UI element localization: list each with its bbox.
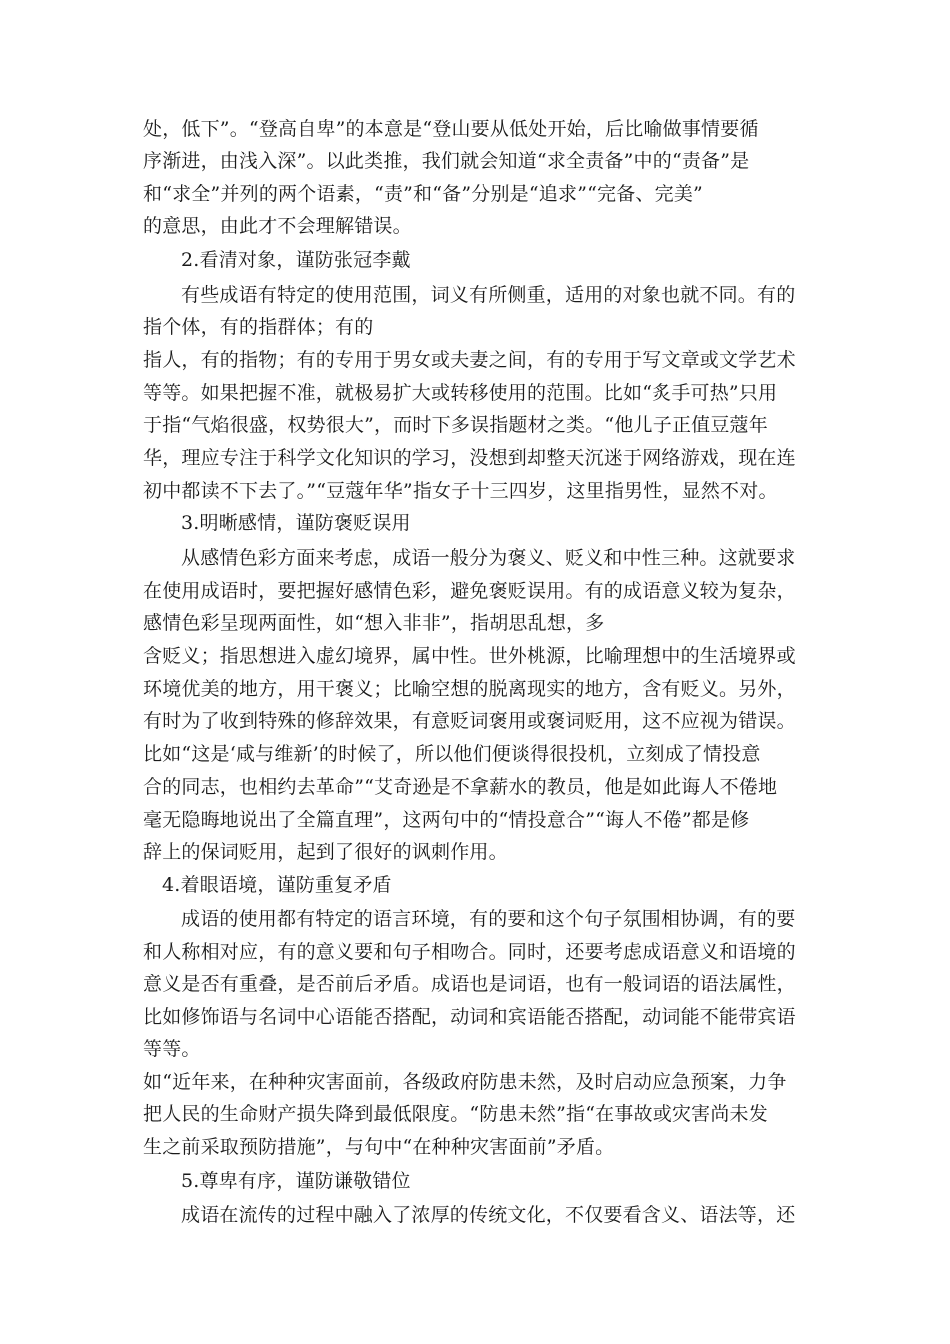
text-line: 等等。 [143,1038,201,1060]
text-line: 于指“气焰很盛，权势很大”，而时下多误指题材之类。“他儿子正值豆蔻年 [143,414,768,436]
text-line: 生之前采取预防措施”，与句中“在种种灾害面前”矛盾。 [143,1136,615,1158]
section-heading: 4.着眼语境，谨防重复矛盾 [162,874,392,896]
text-line: 的意思，由此才不会理解错误。 [143,215,412,237]
text-line: 处，低下”。“登高自卑”的本意是“登山要从低处开始，后比喻做事情要循 [143,118,759,140]
text-line: 从感情色彩方面来考虑，成语一般分为褒义、贬义和中性三种。这就要求 [181,547,796,569]
text-line: 毫无隐晦地说出了全篇直理”，这两句中的“情投意合”“诲人不倦”都是修 [143,809,750,831]
text-line: 指个体，有的指群体；有的 [143,316,374,338]
text-line: 初中都读不下去了。”“豆蔻年华”指女子十三四岁，这里指男性，显然不对。 [143,480,778,502]
text-line: 含贬义；指思想进入虚幻境界，属中性。世外桃源，比喻理想中的生活境界或 [143,645,796,667]
text-line: 如“近年来，在种种灾害面前，各级政府防患未然，及时启动应急预案，力争 [143,1071,787,1093]
text-line: 在使用成语时，要把握好感情色彩，避免褒贬误用。有的成语意义较为复杂， [143,580,796,602]
text-line: 和人称相对应，有的意义要和句子相吻合。同时，还要考虑成语意义和语境的 [143,941,796,963]
text-line: 比如修饰语与名词中心语能否搭配，动词和宾语能否搭配，动词能不能带宾语 [143,1006,796,1028]
text-line: 合的同志，也相约去革命”“艾奇逊是不拿薪水的教员，他是如此诲人不倦地 [143,776,778,798]
text-line: 成语在流传的过程中融入了浓厚的传统文化，不仅要看含义、语法等，还 [181,1204,796,1226]
text-line: 意义是否有重叠，是否前后矛盾。成语也是词语，也有一般词语的语法属性， [143,973,796,995]
text-line: 环境优美的地方，用干褒义；比喻空想的脱离现实的地方，含有贬义。另外， [143,678,796,700]
text-line: 有时为了收到特殊的修辞效果，有意贬词褒用或褒词贬用，这不应视为错误。 [143,710,796,732]
text-line: 和“求全”并列的两个语素，“责”和“备”分别是“追求”“完备、完美” [143,183,703,205]
text-line: 等等。如果把握不准，就极易扩大或转移使用的范围。比如“炙手可热”只用 [143,382,778,404]
text-line: 序渐进，由浅入深”。以此类推，我们就会知道“求全责备”中的“责备”是 [143,150,750,172]
text-line: 比如“这是‘咸与维新’的时候了，所以他们便谈得很投机，立刻成了情投意 [143,743,761,765]
text-line: 有些成语有特定的使用范围，词义有所侧重，适用的对象也就不同。有的 [181,284,796,306]
text-line: 辞上的保词贬用，起到了很好的讽刺作用。 [143,841,508,863]
section-heading: 3.明晰感情，谨防褒贬误用 [181,512,411,534]
text-line: 把人民的生命财产损失降到最低限度。“防患未然”指“在事故或灾害尚未发 [143,1103,768,1125]
text-line: 感情色彩呈现两面性，如“想入非非”，指胡思乱想，多 [143,612,605,634]
section-heading: 5.尊卑有序，谨防谦敬错位 [181,1170,411,1192]
section-heading: 2.看清对象，谨防张冠李戴 [181,249,411,271]
text-line: 指人，有的指物；有的专用于男女或夫妻之间，有的专用于写文章或文学艺术 [143,349,796,371]
text-line: 华，理应专注于科学文化知识的学习，没想到却整天沉迷于网络游戏，现在连 [143,447,796,469]
text-line: 成语的使用都有特定的语言环境，有的要和这个句子氛围相协调，有的要 [181,908,796,930]
